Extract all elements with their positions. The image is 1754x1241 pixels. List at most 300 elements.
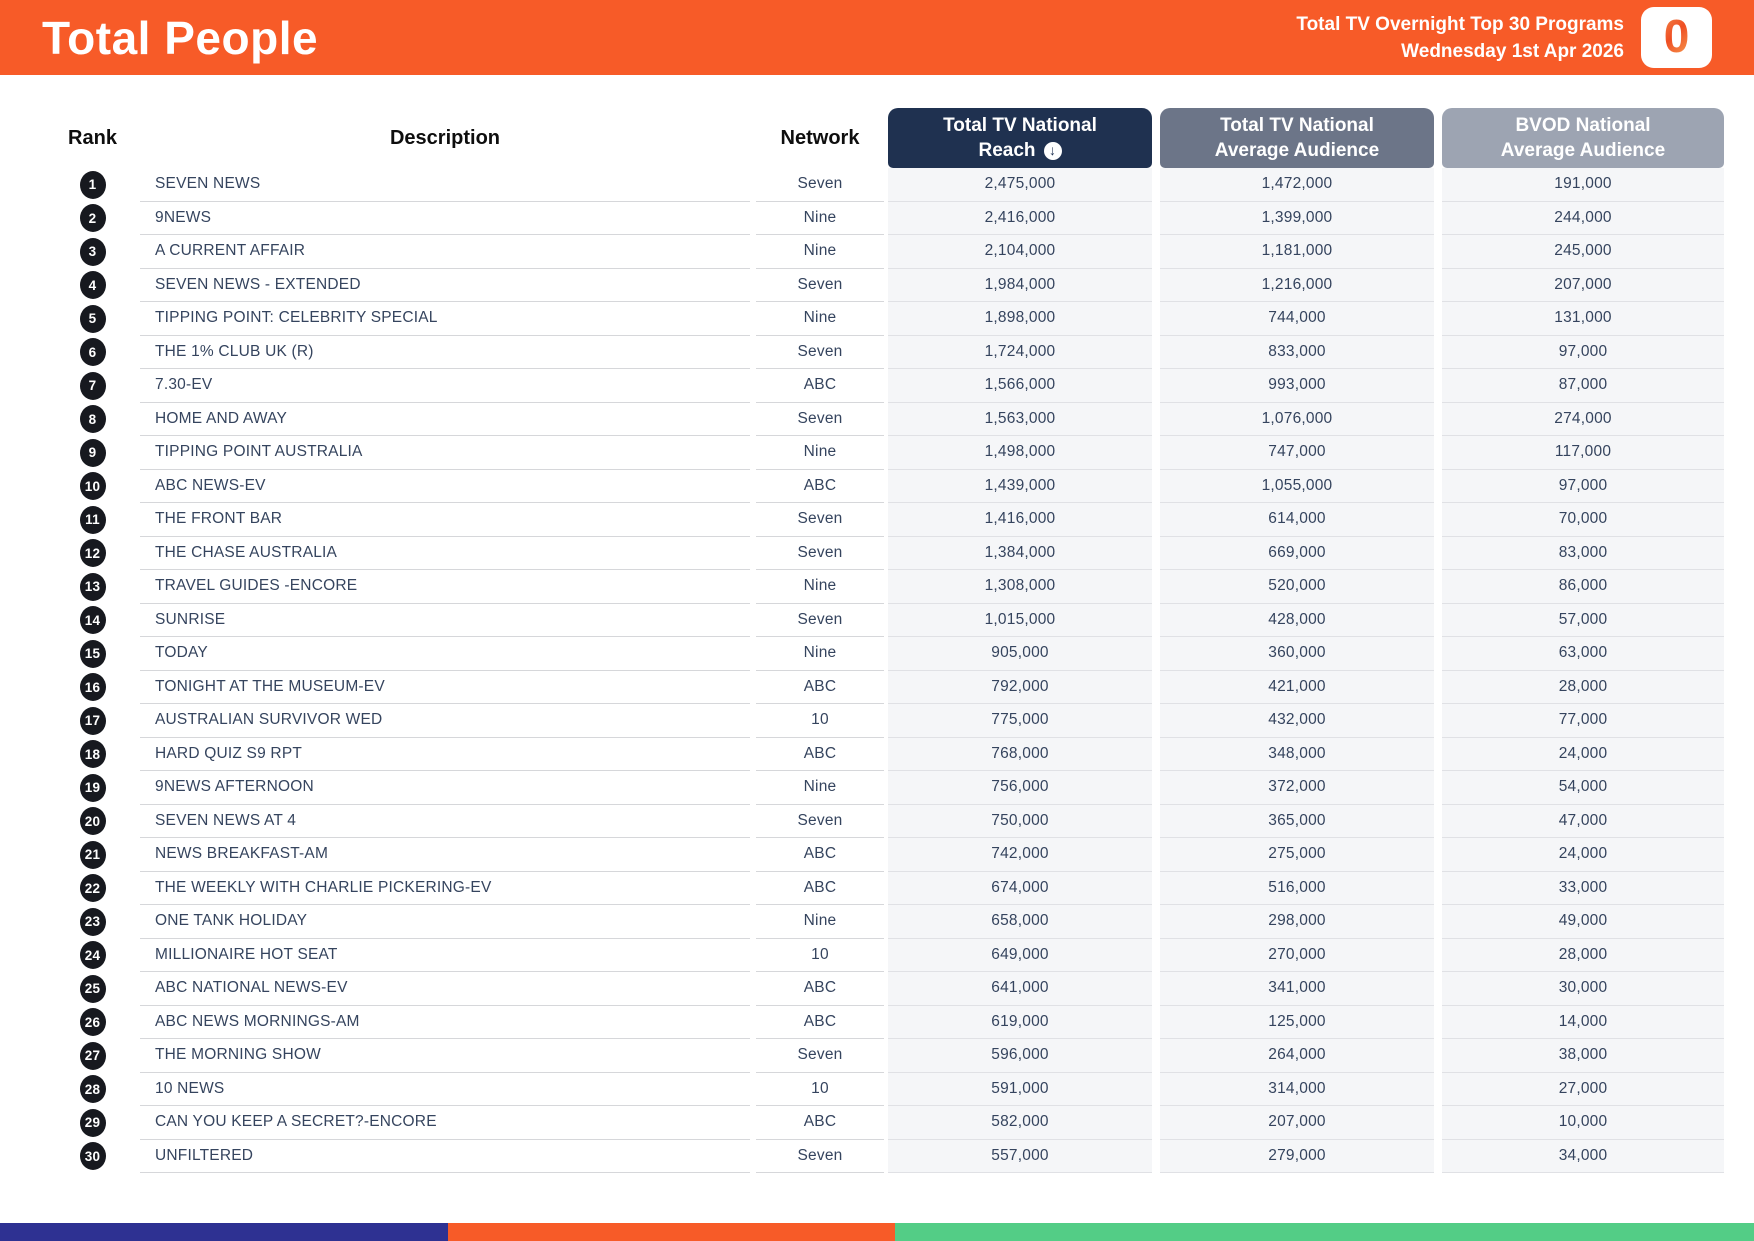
reach-value: 1,724,000	[888, 336, 1152, 370]
program-description: 10 NEWS	[140, 1073, 750, 1107]
rank-badge: 22	[80, 874, 106, 902]
bvod-value: 63,000	[1442, 637, 1724, 671]
rank-cell	[45, 1073, 140, 1107]
avg-audience-value: 421,000	[1160, 671, 1434, 705]
program-network: Seven	[756, 168, 884, 202]
footer-strip-green	[895, 1223, 1754, 1241]
rank-badge: 25	[80, 975, 106, 1003]
bvod-value: 54,000	[1442, 771, 1724, 805]
column-gap	[1152, 1140, 1160, 1174]
column-gap	[1434, 369, 1442, 403]
avg-audience-value: 125,000	[1160, 1006, 1434, 1040]
program-description: THE WEEKLY WITH CHARLIE PICKERING-EV	[140, 872, 750, 906]
program-description: THE MORNING SHOW	[140, 1039, 750, 1073]
column-gap	[1152, 738, 1160, 772]
bvod-value: 117,000	[1442, 436, 1724, 470]
reach-value: 658,000	[888, 905, 1152, 939]
column-gap	[1434, 939, 1442, 973]
column-gap	[1152, 202, 1160, 236]
program-description: MILLIONAIRE HOT SEAT	[140, 939, 750, 973]
program-network: Nine	[756, 771, 884, 805]
column-gap	[1152, 939, 1160, 973]
program-network: ABC	[756, 1006, 884, 1040]
rank-cell	[45, 771, 140, 805]
column-gap	[1152, 972, 1160, 1006]
reach-column-header[interactable]: Total TV National Reach ↓	[888, 108, 1152, 168]
column-gap	[1152, 838, 1160, 872]
table-row	[45, 202, 1724, 236]
column-gap	[1152, 235, 1160, 269]
rank-cell	[45, 168, 140, 202]
column-gap	[1434, 671, 1442, 705]
avg-audience-value: 1,076,000	[1160, 403, 1434, 437]
avg-audience-value: 275,000	[1160, 838, 1434, 872]
program-network: Nine	[756, 570, 884, 604]
rank-badge: 14	[80, 606, 106, 634]
bvod-value: 274,000	[1442, 403, 1724, 437]
program-description: A CURRENT AFFAIR	[140, 235, 750, 269]
avg-audience-value: 669,000	[1160, 537, 1434, 571]
column-gap	[1434, 704, 1442, 738]
rank-cell	[45, 537, 140, 571]
rank-badge: 9	[80, 439, 106, 467]
description-column-header: Description	[389, 126, 501, 149]
rank-cell	[45, 1106, 140, 1140]
column-gap	[1152, 503, 1160, 537]
column-gap	[1434, 738, 1442, 772]
column-gap	[1434, 972, 1442, 1006]
rank-cell	[45, 704, 140, 738]
table-row	[45, 537, 1724, 571]
column-gap	[1434, 403, 1442, 437]
table-row	[45, 1106, 1724, 1140]
program-description: TIPPING POINT AUSTRALIA	[140, 436, 750, 470]
rank-badge: 24	[80, 941, 106, 969]
program-description: THE 1% CLUB UK (R)	[140, 336, 750, 370]
reach-value: 2,475,000	[888, 168, 1152, 202]
avg-audience-value: 1,181,000	[1160, 235, 1434, 269]
program-description: UNFILTERED	[140, 1140, 750, 1174]
table-row	[45, 1006, 1724, 1040]
oztam-logo	[1641, 7, 1712, 68]
rank-badge: 15	[80, 640, 106, 668]
bvod-value: 24,000	[1442, 838, 1724, 872]
program-network: Seven	[756, 1140, 884, 1174]
avg-audience-value: 1,399,000	[1160, 202, 1434, 236]
column-gap	[1152, 369, 1160, 403]
column-gap	[1152, 302, 1160, 336]
rank-cell	[45, 202, 140, 236]
bvod-value: 83,000	[1442, 537, 1724, 571]
program-network: ABC	[756, 470, 884, 504]
program-description: TODAY	[140, 637, 750, 671]
avg-audience-value: 833,000	[1160, 336, 1434, 370]
table-row	[45, 838, 1724, 872]
program-network: ABC	[756, 838, 884, 872]
rank-cell	[45, 939, 140, 973]
column-gap	[1152, 805, 1160, 839]
rank-cell	[45, 1140, 140, 1174]
column-gap	[1434, 269, 1442, 303]
rank-cell	[45, 1006, 140, 1040]
footer-strip-orange	[448, 1223, 895, 1241]
column-gap	[1434, 202, 1442, 236]
avg-audience-column-header[interactable]: Total TV National Average Audience	[1160, 108, 1434, 168]
program-description: NEWS BREAKFAST-AM	[140, 838, 750, 872]
rank-cell	[45, 403, 140, 437]
column-gap	[1152, 470, 1160, 504]
column-gap	[1434, 604, 1442, 638]
bvod-value: 86,000	[1442, 570, 1724, 604]
footer-strip-blue	[0, 1223, 448, 1241]
column-gap	[1152, 905, 1160, 939]
column-gap	[1152, 1106, 1160, 1140]
reach-value: 2,416,000	[888, 202, 1152, 236]
reach-value: 1,308,000	[888, 570, 1152, 604]
program-network: ABC	[756, 738, 884, 772]
program-description: 9NEWS AFTERNOON	[140, 771, 750, 805]
avg-audience-value: 298,000	[1160, 905, 1434, 939]
avg-audience-value: 744,000	[1160, 302, 1434, 336]
reach-value: 756,000	[888, 771, 1152, 805]
program-network: Seven	[756, 503, 884, 537]
program-description: SEVEN NEWS	[140, 168, 750, 202]
program-network: Nine	[756, 436, 884, 470]
bvod-value: 34,000	[1442, 1140, 1724, 1174]
rank-badge: 11	[80, 506, 106, 534]
table-row	[45, 604, 1724, 638]
bvod-value: 49,000	[1442, 905, 1724, 939]
rank-badge: 16	[80, 673, 106, 701]
column-gap	[1434, 336, 1442, 370]
reach-value: 750,000	[888, 805, 1152, 839]
reach-value: 596,000	[888, 1039, 1152, 1073]
rank-badge: 29	[80, 1109, 106, 1137]
column-gap	[1434, 168, 1442, 202]
rank-cell	[45, 336, 140, 370]
avg-audience-value: 520,000	[1160, 570, 1434, 604]
table-row	[45, 403, 1724, 437]
program-description: ABC NEWS MORNINGS-AM	[140, 1006, 750, 1040]
program-description: THE FRONT BAR	[140, 503, 750, 537]
program-network: Nine	[756, 302, 884, 336]
rank-cell	[45, 738, 140, 772]
column-gap	[1434, 905, 1442, 939]
column-gap	[1434, 805, 1442, 839]
rank-badge: 6	[80, 338, 106, 366]
bvod-value: 131,000	[1442, 302, 1724, 336]
rank-cell	[45, 570, 140, 604]
column-gap	[1434, 1006, 1442, 1040]
table-row	[45, 805, 1724, 839]
reach-value: 582,000	[888, 1106, 1152, 1140]
column-gap	[1434, 838, 1442, 872]
rank-column-header: Rank	[68, 126, 117, 149]
bvod-column-header[interactable]: BVOD National Average Audience	[1442, 108, 1724, 168]
table-header-row	[45, 95, 1724, 168]
bvod-value: 28,000	[1442, 939, 1724, 973]
reach-value: 1,416,000	[888, 503, 1152, 537]
bvod-value: 70,000	[1442, 503, 1724, 537]
rank-badge: 3	[80, 238, 106, 266]
column-gap	[1434, 771, 1442, 805]
report-date: Wednesday 1st Apr 2026	[1401, 40, 1624, 62]
program-description: SUNRISE	[140, 604, 750, 638]
program-description: 7.30-EV	[140, 369, 750, 403]
program-network: Seven	[756, 805, 884, 839]
column-gap	[1434, 470, 1442, 504]
avg-audience-value: 279,000	[1160, 1140, 1434, 1174]
rank-cell	[45, 503, 140, 537]
column-gap	[1152, 771, 1160, 805]
program-network: Nine	[756, 235, 884, 269]
bvod-value: 38,000	[1442, 1039, 1724, 1073]
table-row	[45, 738, 1724, 772]
program-network: Seven	[756, 604, 884, 638]
reach-value: 1,984,000	[888, 269, 1152, 303]
column-gap	[1152, 704, 1160, 738]
reach-value: 649,000	[888, 939, 1152, 973]
report-name: Total TV Overnight Top 30 Programs	[1296, 13, 1624, 35]
table-row	[45, 939, 1724, 973]
rank-cell	[45, 235, 140, 269]
program-description: HARD QUIZ S9 RPT	[140, 738, 750, 772]
column-gap	[1434, 1140, 1442, 1174]
bvod-value: 87,000	[1442, 369, 1724, 403]
reach-value: 768,000	[888, 738, 1152, 772]
column-gap	[1152, 570, 1160, 604]
program-network: 10	[756, 704, 884, 738]
rank-cell	[45, 838, 140, 872]
avg-audience-value: 270,000	[1160, 939, 1434, 973]
rank-badge: 26	[80, 1008, 106, 1036]
table-row	[45, 1039, 1724, 1073]
reach-value: 591,000	[888, 1073, 1152, 1107]
column-gap	[1434, 537, 1442, 571]
program-network: Nine	[756, 202, 884, 236]
rank-badge: 28	[80, 1075, 106, 1103]
table-row	[45, 872, 1724, 906]
network-column-header: Network	[780, 126, 860, 149]
rank-badge: 17	[80, 707, 106, 735]
rank-badge: 21	[80, 841, 106, 869]
column-gap	[1434, 302, 1442, 336]
table-row	[45, 1140, 1724, 1174]
table-row	[45, 637, 1724, 671]
table-row	[45, 336, 1724, 370]
program-description: TIPPING POINT: CELEBRITY SPECIAL	[140, 302, 750, 336]
program-network: ABC	[756, 369, 884, 403]
rank-badge: 8	[80, 405, 106, 433]
bvod-value: 10,000	[1442, 1106, 1724, 1140]
table-row	[45, 470, 1724, 504]
rank-cell	[45, 905, 140, 939]
rank-badge: 7	[80, 372, 106, 400]
column-gap	[1152, 403, 1160, 437]
avg-audience-value: 432,000	[1160, 704, 1434, 738]
rankings-table	[0, 75, 1754, 1173]
bvod-value: 24,000	[1442, 738, 1724, 772]
reach-value: 905,000	[888, 637, 1152, 671]
program-network: Nine	[756, 905, 884, 939]
table-row	[45, 168, 1724, 202]
program-description: AUSTRALIAN SURVIVOR WED	[140, 704, 750, 738]
table-row	[45, 570, 1724, 604]
column-gap	[1434, 436, 1442, 470]
column-gap	[1152, 336, 1160, 370]
reach-value: 1,566,000	[888, 369, 1152, 403]
program-description: SEVEN NEWS - EXTENDED	[140, 269, 750, 303]
rank-badge: 5	[80, 305, 106, 333]
top-bar	[0, 0, 1754, 75]
program-description: ABC NATIONAL NEWS-EV	[140, 972, 750, 1006]
program-network: ABC	[756, 872, 884, 906]
rank-badge: 4	[80, 271, 106, 299]
rank-badge: 19	[80, 774, 106, 802]
reach-value: 557,000	[888, 1140, 1152, 1174]
reach-value: 2,104,000	[888, 235, 1152, 269]
program-network: Seven	[756, 403, 884, 437]
report-meta-block	[1296, 7, 1712, 68]
program-description: SEVEN NEWS AT 4	[140, 805, 750, 839]
rank-cell	[45, 671, 140, 705]
program-network: ABC	[756, 972, 884, 1006]
program-network: 10	[756, 939, 884, 973]
column-gap	[1434, 503, 1442, 537]
rank-cell	[45, 872, 140, 906]
rank-badge: 27	[80, 1042, 106, 1070]
table-row	[45, 436, 1724, 470]
table-row	[45, 302, 1724, 336]
rank-cell	[45, 436, 140, 470]
bvod-value: 97,000	[1442, 336, 1724, 370]
avg-audience-value: 207,000	[1160, 1106, 1434, 1140]
sort-descending-icon: ↓	[1044, 142, 1062, 160]
page-title: Total People	[42, 11, 319, 64]
table-body	[45, 168, 1724, 1173]
table-row	[45, 235, 1724, 269]
bvod-value: 244,000	[1442, 202, 1724, 236]
rank-badge: 18	[80, 740, 106, 768]
column-gap	[1152, 1006, 1160, 1040]
column-gap	[1152, 269, 1160, 303]
program-description: TRAVEL GUIDES -ENCORE	[140, 570, 750, 604]
bvod-value: 191,000	[1442, 168, 1724, 202]
program-description: ONE TANK HOLIDAY	[140, 905, 750, 939]
table-row	[45, 905, 1724, 939]
bvod-value: 27,000	[1442, 1073, 1724, 1107]
bvod-value: 47,000	[1442, 805, 1724, 839]
avg-audience-value: 314,000	[1160, 1073, 1434, 1107]
column-gap	[1434, 570, 1442, 604]
reach-value: 1,498,000	[888, 436, 1152, 470]
rank-cell	[45, 369, 140, 403]
program-network: ABC	[756, 1106, 884, 1140]
column-gap	[1152, 604, 1160, 638]
program-description: 9NEWS	[140, 202, 750, 236]
reach-value: 1,898,000	[888, 302, 1152, 336]
program-network: Nine	[756, 637, 884, 671]
reach-value: 1,384,000	[888, 537, 1152, 571]
bvod-value: 14,000	[1442, 1006, 1724, 1040]
rank-badge: 30	[80, 1142, 106, 1170]
column-gap	[1434, 1073, 1442, 1107]
reach-value: 1,563,000	[888, 403, 1152, 437]
table-row	[45, 369, 1724, 403]
column-gap	[1152, 637, 1160, 671]
column-gap	[1152, 1039, 1160, 1073]
program-network: Seven	[756, 336, 884, 370]
table-row	[45, 972, 1724, 1006]
avg-audience-value: 1,472,000	[1160, 168, 1434, 202]
bvod-value: 30,000	[1442, 972, 1724, 1006]
table-row	[45, 269, 1724, 303]
avg-audience-value: 428,000	[1160, 604, 1434, 638]
avg-audience-value: 614,000	[1160, 503, 1434, 537]
footer-color-strip	[0, 1223, 1754, 1241]
reach-value: 674,000	[888, 872, 1152, 906]
table-row	[45, 771, 1724, 805]
program-network: Seven	[756, 269, 884, 303]
column-gap	[1152, 1073, 1160, 1107]
reach-value: 619,000	[888, 1006, 1152, 1040]
rank-cell	[45, 1039, 140, 1073]
program-description: HOME AND AWAY	[140, 403, 750, 437]
rank-badge: 2	[80, 204, 106, 232]
avg-audience-value: 516,000	[1160, 872, 1434, 906]
column-gap	[1152, 168, 1160, 202]
avg-audience-value: 747,000	[1160, 436, 1434, 470]
program-description: THE CHASE AUSTRALIA	[140, 537, 750, 571]
avg-audience-value: 341,000	[1160, 972, 1434, 1006]
table-row	[45, 1073, 1724, 1107]
rank-cell	[45, 972, 140, 1006]
bvod-value: 33,000	[1442, 872, 1724, 906]
program-network: 10	[756, 1073, 884, 1107]
column-gap	[1152, 436, 1160, 470]
rank-cell	[45, 302, 140, 336]
rank-cell	[45, 604, 140, 638]
reach-value: 1,015,000	[888, 604, 1152, 638]
reach-value: 742,000	[888, 838, 1152, 872]
program-network: ABC	[756, 671, 884, 705]
rank-badge: 20	[80, 807, 106, 835]
rank-cell	[45, 805, 140, 839]
avg-audience-value: 1,055,000	[1160, 470, 1434, 504]
avg-audience-value: 360,000	[1160, 637, 1434, 671]
rank-badge: 12	[80, 539, 106, 567]
reach-value: 1,439,000	[888, 470, 1152, 504]
column-gap	[1434, 872, 1442, 906]
reach-value: 641,000	[888, 972, 1152, 1006]
rank-badge: 23	[80, 908, 106, 936]
table-row	[45, 503, 1724, 537]
program-description: ABC NEWS-EV	[140, 470, 750, 504]
table-row	[45, 671, 1724, 705]
column-gap	[1152, 872, 1160, 906]
rank-cell	[45, 637, 140, 671]
program-network: Seven	[756, 537, 884, 571]
bvod-value: 207,000	[1442, 269, 1724, 303]
rank-badge: 10	[80, 472, 106, 500]
column-gap	[1434, 235, 1442, 269]
reach-value: 792,000	[888, 671, 1152, 705]
avg-audience-value: 365,000	[1160, 805, 1434, 839]
bvod-value: 245,000	[1442, 235, 1724, 269]
column-gap	[1434, 637, 1442, 671]
oztam-logo-glyph: 0	[1663, 9, 1690, 62]
avg-audience-value: 1,216,000	[1160, 269, 1434, 303]
